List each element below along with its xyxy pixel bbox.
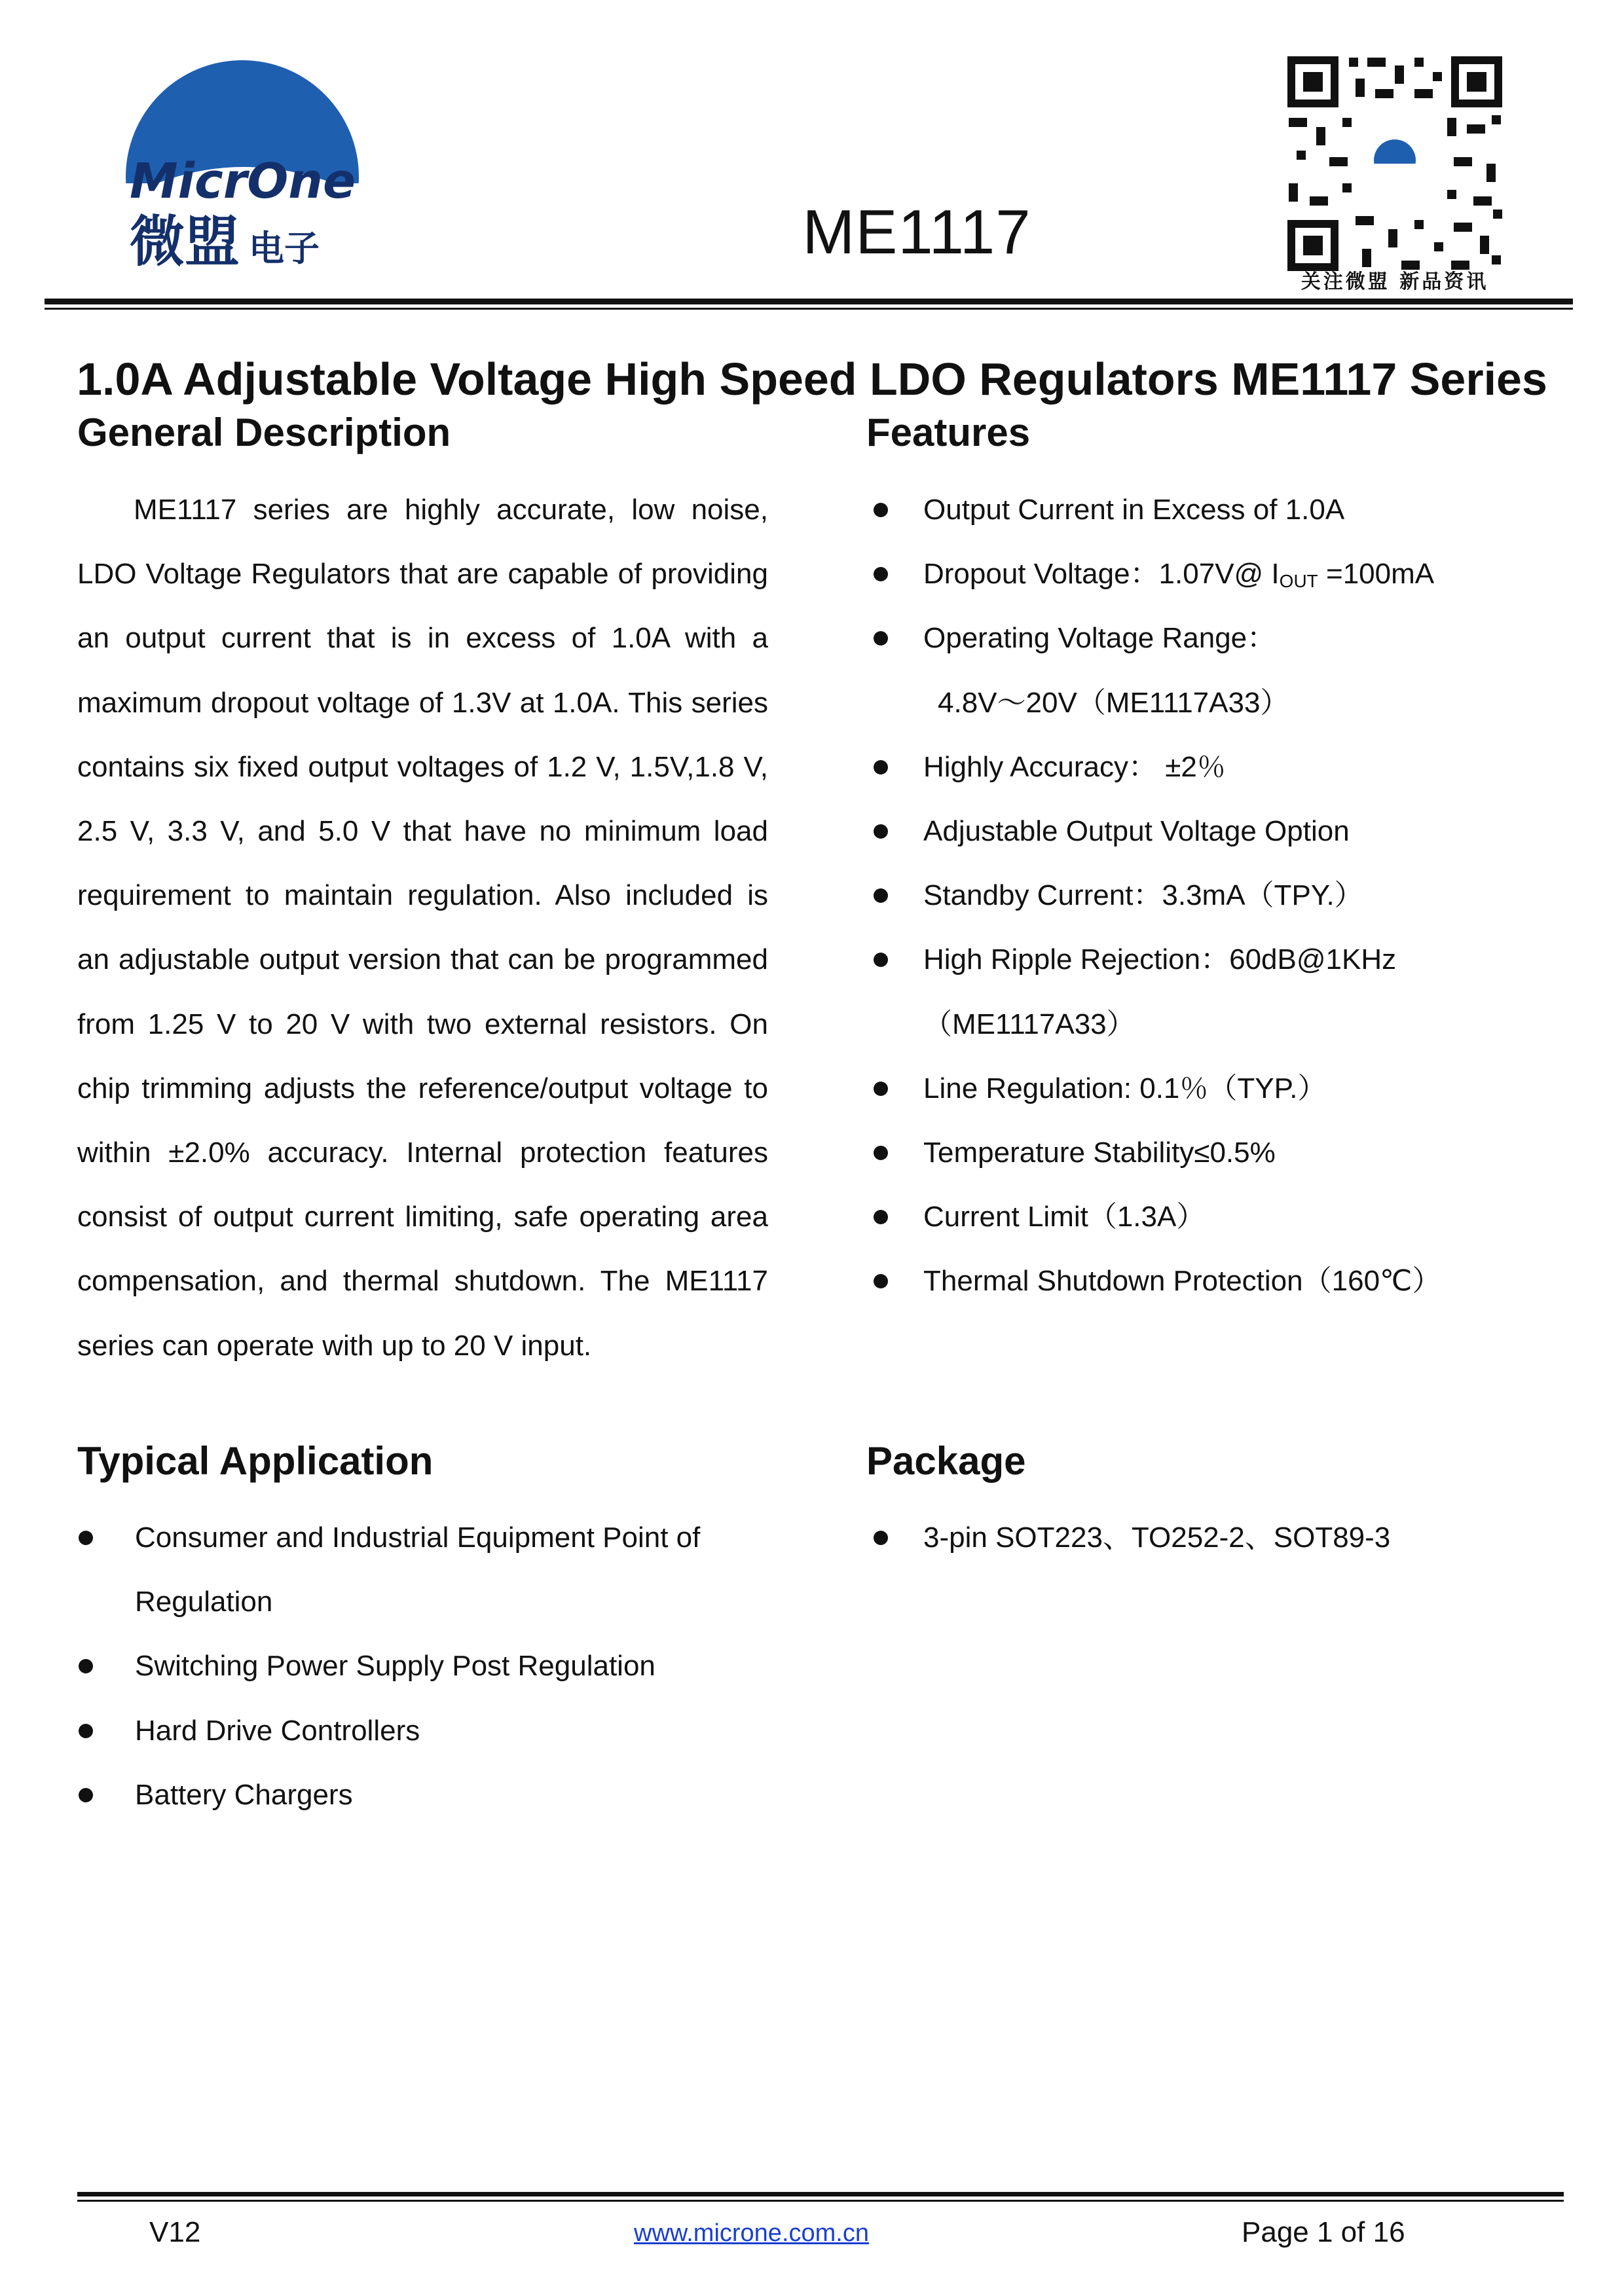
feature-text: Highly Accuracy： ±2％ [923, 750, 1226, 783]
bullet-icon [874, 824, 888, 839]
feature-text: （ME1117A33） [923, 1008, 1135, 1040]
header-rule [45, 299, 1573, 304]
application-text: Hard Drive Controllers [135, 1714, 420, 1747]
feature-item [923, 735, 1441, 799]
feature-item [923, 928, 1441, 992]
feature-text: Current Limit（1.3A） [923, 1201, 1206, 1233]
bullet-icon [874, 1531, 888, 1545]
bullet-icon [874, 567, 888, 581]
page-main-title: 1.0A Adjustable Voltage High Speed LDO Regulators ME1117 Series [77, 353, 1547, 405]
package-item [923, 1506, 1390, 1570]
bullet-icon [874, 1146, 888, 1160]
application-item-continuation [135, 1570, 700, 1634]
feature-text: Adjustable Output Voltage Option [923, 814, 1350, 847]
package-heading: Package [866, 1439, 1026, 1483]
general-description-text: ME1117 series are highly accurate, low noise, LDO Voltage Regulators that are capable of providing an output current that is in excess of 1.0A with a maximum dropout voltage of 1.3V at 1.0A. This series contains six fixed output voltages of 1.2 V, 1.5V,1.8 V, 2.5 V, 3.3 V, and 5.0 V that have no minimum load requirement to maintain regulation. Also included is an adjustable output version that can be programmed from 1.25 V to 20 V with two external resistors. On chip trimming adjusts the reference/output voltage to within ±2.0% accuracy. Internal protection features consist of output current limiting, safe operating area compensation, and thermal shutdown. The ME1117 series can operate with up to 20 V input. [77, 494, 768, 1362]
feature-item [923, 864, 1441, 928]
feature-text: Output Current in Excess of 1.0A [923, 494, 1345, 526]
bullet-icon [79, 1788, 93, 1802]
bullet-icon [79, 1531, 93, 1545]
bullet-icon [874, 631, 888, 646]
bullet-icon [874, 1082, 888, 1096]
application-text: Regulation [135, 1586, 273, 1618]
feature-text: Standby Current：3.3mA（TPY.） [923, 879, 1363, 912]
feature-text: Operating Voltage Range： [923, 622, 1276, 655]
feature-item [923, 1249, 1441, 1313]
bullet-icon [874, 953, 888, 967]
feature-text: 4.8V～20V（ME1117A33） [938, 686, 1289, 719]
application-text: Consumer and Industrial Equipment Point of [135, 1522, 701, 1554]
bullet-icon [874, 888, 888, 903]
bullet-icon [874, 760, 888, 774]
logo-cn: 微盟 [130, 210, 240, 274]
feature-item [923, 606, 1441, 670]
header-rule-thin [45, 308, 1573, 310]
feature-text: Temperature Stability≤0.5% [923, 1136, 1276, 1169]
application-text: Battery Chargers [135, 1778, 353, 1811]
footer-rule-thin [77, 2200, 1564, 2202]
application-item [135, 1506, 700, 1570]
feature-item-continuation [923, 993, 1441, 1057]
document-title: ME1117 [802, 197, 1031, 267]
features-heading: Features [866, 410, 1031, 454]
footer-version: V12 [149, 2216, 201, 2248]
footer-website-link[interactable]: www.microne.com.cn [634, 2219, 869, 2247]
logo-cn-small: 电子 [249, 228, 320, 269]
typical-application-heading: Typical Application [77, 1439, 434, 1483]
feature-item [923, 799, 1441, 864]
bullet-icon [874, 1274, 888, 1288]
features-list [923, 478, 1441, 1313]
microne-logo [118, 52, 367, 275]
feature-text: Line Regulation: 0.1％（TYP.） [923, 1072, 1327, 1104]
qr-caption: 关注微盟 新品资讯 [1301, 270, 1489, 293]
package-text: 3-pin SOT223、TO252-2、SOT89-3 [923, 1522, 1391, 1554]
feature-item [923, 1121, 1441, 1185]
footer-page-number: Page 1 of 16 [1242, 2216, 1405, 2248]
general-description-heading: General Description [77, 410, 451, 454]
feature-text: High Ripple Rejection：60dB@1KHz [923, 943, 1397, 976]
application-item [135, 1763, 700, 1827]
logo-text: MicrOne [130, 153, 356, 210]
bullet-icon [874, 1210, 888, 1224]
feature-text: Dropout Voltage：1.07V@ I [923, 558, 1280, 591]
feature-item-continuation [923, 671, 1441, 735]
application-item [135, 1699, 700, 1763]
typical-application-list [135, 1506, 700, 1827]
feature-text: Thermal Shutdown Protection（160℃） [923, 1265, 1441, 1298]
application-item [135, 1634, 700, 1698]
application-text: Switching Power Supply Post Regulation [135, 1650, 655, 1683]
bullet-icon [79, 1724, 93, 1738]
feature-subscript: OUT [1279, 571, 1318, 592]
qr-code-image [1283, 52, 1506, 275]
feature-item [923, 542, 1441, 606]
feature-item [923, 1057, 1441, 1121]
bullet-icon [874, 503, 888, 517]
feature-item [923, 1185, 1441, 1249]
package-list [923, 1506, 1390, 1570]
feature-text: =100mA [1318, 558, 1435, 591]
footer-rule [77, 2192, 1564, 2196]
bullet-icon [79, 1659, 93, 1673]
feature-item [923, 478, 1441, 542]
